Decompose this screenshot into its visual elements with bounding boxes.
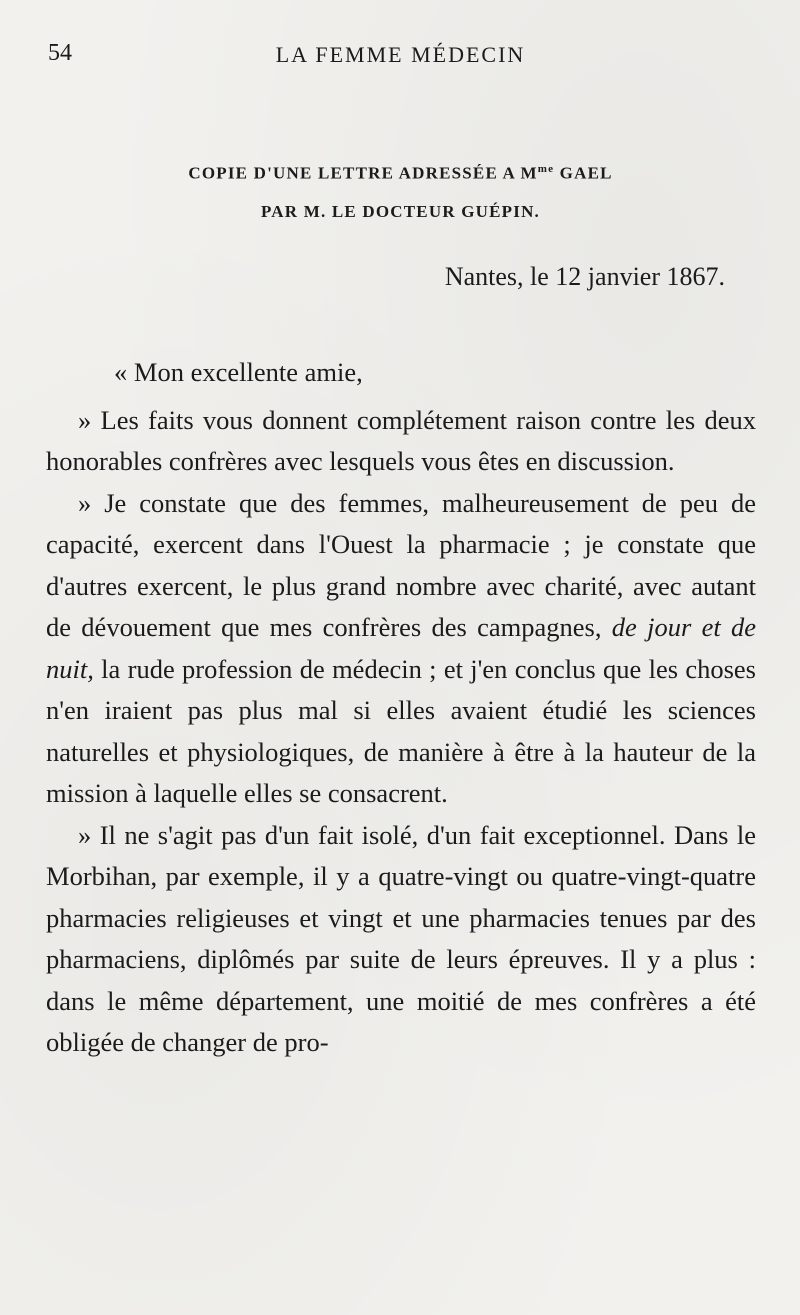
- paragraph-2-part-a: » Je constate que des femmes, malheureusement de peu de capacité, exercent dans l'Ouest la pharmacie ; je constate que d'autres exercent, le plus grand nombre avec charité, avec autant de dévouement que mes confrères des campagnes,: [46, 487, 756, 642]
- paragraph-1: » Les faits vous donnent complétement raison contre les deux honorables confrères avec lesquels vous êtes en discussion.: [46, 404, 756, 476]
- letter-heading-line-1-name: GAEL: [554, 163, 613, 183]
- letter-heading-line-1: [48, 150, 753, 193]
- letter-heading-line-2: PAR M. LE DOCTEUR GUÉPIN.: [260, 201, 541, 221]
- running-title: LA FEMME MÉDECIN: [275, 42, 526, 67]
- paragraph-2-part-b: la rude profession de médecin ; et j'en conclus que les choses n'en iraient pas plus mal si elles avaient étudié les sciences naturelles et physiologiques, de manière à être à la hauteur de la mission à laquelle elles se consacrent.: [46, 653, 756, 808]
- paragraph-2-italic: de jour et de nuit,: [46, 612, 757, 684]
- paragraph-2: [46, 483, 756, 815]
- salutation: « Mon excellente amie,: [114, 357, 363, 387]
- page-header: [48, 40, 753, 76]
- page-number: 54: [48, 40, 72, 66]
- letter-heading-line-1-text: COPIE D'UNE LETTRE ADRESSÉE A M: [188, 163, 538, 183]
- letter-dateline: Nantes, le 12 janvier 1867.: [444, 262, 725, 291]
- letter-body: [46, 352, 756, 1064]
- paragraph-3: » Il ne s'agit pas d'un fait isolé, d'un fait exceptionnel. Dans le Morbihan, par exemple, il y a quatre-vingt ou quatre-vingt-quatre pharmacies religieuses et vingt et une pharmacies tenues par des pharmaciens, diplômés par suite de leurs épreuves. Il y a plus : dans le même département, une moitié de mes confrères a été obligée de changer de pro-: [46, 819, 756, 1057]
- letter-heading: [48, 150, 753, 231]
- letter-heading-superscript: me: [537, 163, 555, 175]
